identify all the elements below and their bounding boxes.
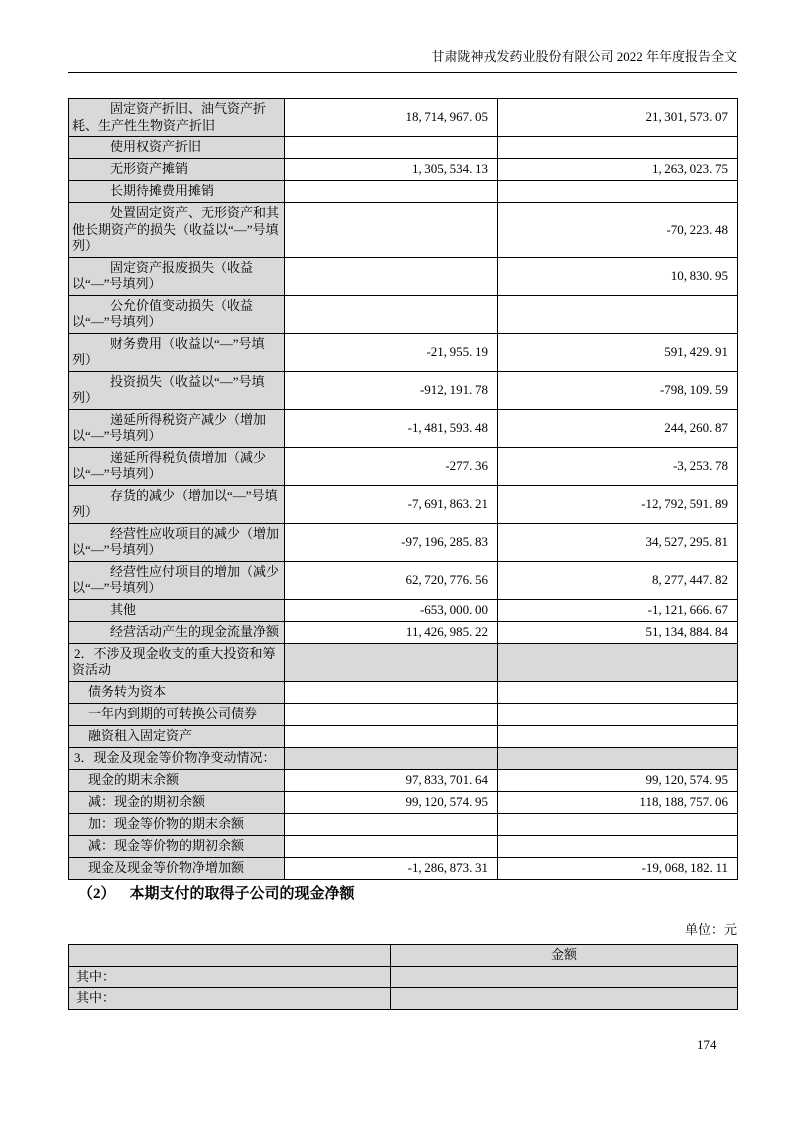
current-period-value — [285, 643, 498, 681]
current-period-value — [285, 181, 498, 203]
table-row — [69, 447, 738, 485]
subsidiary-cash-table — [68, 944, 738, 1010]
table-row — [69, 99, 738, 137]
row-label: 减：现金等价物的期初余额 — [69, 835, 285, 857]
section-number: （2） — [78, 886, 116, 902]
current-period-value: -1, 481, 593. 48 — [285, 409, 498, 447]
prior-period-value: 591, 429. 91 — [498, 333, 738, 371]
table-row — [69, 599, 738, 621]
section-title: 本期支付的取得子公司的现金净额 — [129, 886, 355, 902]
row-label: 现金及现金等价物净增加额 — [69, 857, 285, 879]
current-period-value — [285, 835, 498, 857]
current-period-value — [285, 295, 498, 333]
row-label: 经营性应付项目的增加（减少以“—”号填列） — [69, 561, 285, 599]
amount-value — [391, 988, 738, 1010]
current-period-value: 11, 426, 985. 22 — [285, 621, 498, 643]
prior-period-value: 51, 134, 884. 84 — [498, 621, 738, 643]
row-label: 债务转为资本 — [69, 681, 285, 703]
prior-period-value: -3, 253. 78 — [498, 447, 738, 485]
table-row — [69, 333, 738, 371]
current-period-value — [285, 203, 498, 258]
table-row — [69, 813, 738, 835]
current-period-value: -97, 196, 285. 83 — [285, 523, 498, 561]
prior-period-value: -12, 792, 591. 89 — [498, 485, 738, 523]
table-row — [69, 523, 738, 561]
prior-period-value: 118, 188, 757. 06 — [498, 791, 738, 813]
row-label: 其中： — [69, 988, 391, 1010]
row-label: 3．现金及现金等价物净变动情况： — [69, 747, 285, 769]
table-row — [69, 137, 738, 159]
section-row — [69, 643, 738, 681]
prior-period-value — [498, 725, 738, 747]
row-label: 固定资产报废损失（收益以“—”号填列） — [69, 257, 285, 295]
prior-period-value: 34, 527, 295. 81 — [498, 523, 738, 561]
row-label: 无形资产摊销 — [69, 159, 285, 181]
row-label: 经营活动产生的现金流量净额 — [69, 621, 285, 643]
row-label: 投资损失（收益以“—”号填列） — [69, 371, 285, 409]
current-period-value: -21, 955. 19 — [285, 333, 498, 371]
row-label: 减：现金的期初余额 — [69, 791, 285, 813]
table-row — [69, 703, 738, 725]
running-header — [68, 48, 737, 73]
prior-period-value: 8, 277, 447. 82 — [498, 561, 738, 599]
prior-period-value — [498, 181, 738, 203]
current-period-value — [285, 257, 498, 295]
row-label: 固定资产折旧、油气资产折耗、生产性生物资产折旧 — [69, 99, 285, 137]
row-label: 加：现金等价物的期末余额 — [69, 813, 285, 835]
table-row — [69, 857, 738, 879]
current-period-value: -7, 691, 863. 21 — [285, 485, 498, 523]
table-row — [69, 769, 738, 791]
table-row — [69, 159, 738, 181]
table-row — [69, 966, 738, 988]
unit-label: 单位：元 — [684, 922, 737, 937]
prior-period-value: -1, 121, 666. 67 — [498, 599, 738, 621]
current-period-value — [285, 747, 498, 769]
prior-period-value — [498, 137, 738, 159]
table-row — [69, 561, 738, 599]
current-period-value — [285, 725, 498, 747]
prior-period-value: -19, 068, 182. 11 — [498, 857, 738, 879]
current-period-value — [285, 137, 498, 159]
current-period-value: 97, 833, 701. 64 — [285, 769, 498, 791]
current-period-value — [285, 813, 498, 835]
amount-value — [391, 966, 738, 988]
row-label: 现金的期末余额 — [69, 769, 285, 791]
table-row — [69, 203, 738, 258]
table-row — [69, 295, 738, 333]
current-period-value — [285, 703, 498, 725]
current-period-value: 18, 714, 967. 05 — [285, 99, 498, 137]
row-label: 公允价值变动损失（收益以“—”号填列） — [69, 295, 285, 333]
prior-period-value: 1, 263, 023. 75 — [498, 159, 738, 181]
amount-column-header: 金额 — [391, 945, 738, 967]
prior-period-value — [498, 295, 738, 333]
prior-period-value — [498, 703, 738, 725]
prior-period-value: 21, 301, 573. 07 — [498, 99, 738, 137]
row-label: 长期待摊费用摊销 — [69, 181, 285, 203]
row-label: 存货的减少（增加以“—”号填列） — [69, 485, 285, 523]
prior-period-value: -70, 223. 48 — [498, 203, 738, 258]
table-header-row — [69, 945, 738, 967]
table-row — [69, 621, 738, 643]
prior-period-value: -798, 109. 59 — [498, 371, 738, 409]
prior-period-value — [498, 747, 738, 769]
table-row — [69, 725, 738, 747]
current-period-value — [285, 681, 498, 703]
table-row — [69, 409, 738, 447]
report-title: 甘肃陇神戎发药业股份有限公司 2022 年年度报告全文 — [431, 49, 737, 64]
table-row — [69, 681, 738, 703]
current-period-value: 99, 120, 574. 95 — [285, 791, 498, 813]
prior-period-value: 99, 120, 574. 95 — [498, 769, 738, 791]
prior-period-value: 10, 830. 95 — [498, 257, 738, 295]
table-row — [69, 835, 738, 857]
prior-period-value — [498, 681, 738, 703]
row-label: 财务费用（收益以“—”号填列） — [69, 333, 285, 371]
empty-header-cell — [69, 945, 391, 967]
current-period-value: -912, 191. 78 — [285, 371, 498, 409]
row-label: 2．不涉及现金收支的重大投资和筹资活动 — [69, 643, 285, 681]
row-label: 其他 — [69, 599, 285, 621]
row-label: 其中： — [69, 966, 391, 988]
section-row — [69, 747, 738, 769]
table-row — [69, 257, 738, 295]
row-label: 经营性应收项目的减少（增加以“—”号填列） — [69, 523, 285, 561]
prior-period-value — [498, 643, 738, 681]
table-row — [69, 485, 738, 523]
current-period-value: -653, 000. 00 — [285, 599, 498, 621]
current-period-value: 62, 720, 776. 56 — [285, 561, 498, 599]
row-label: 一年内到期的可转换公司债券 — [69, 703, 285, 725]
current-period-value: -277. 36 — [285, 447, 498, 485]
prior-period-value: 244, 260. 87 — [498, 409, 738, 447]
cash-flow-supplement-table — [68, 98, 738, 880]
row-label: 处置固定资产、无形资产和其他长期资产的损失（收益以“—”号填列） — [69, 203, 285, 258]
prior-period-value — [498, 835, 738, 857]
table-row — [69, 791, 738, 813]
row-label: 递延所得税负债增加（减少以“—”号填列） — [69, 447, 285, 485]
row-label: 融资租入固定资产 — [69, 725, 285, 747]
table-row — [69, 988, 738, 1010]
table-row — [69, 181, 738, 203]
section-heading — [78, 885, 355, 904]
row-label: 递延所得税资产减少（增加以“—”号填列） — [69, 409, 285, 447]
prior-period-value — [498, 813, 738, 835]
current-period-value: 1, 305, 534. 13 — [285, 159, 498, 181]
current-period-value: -1, 286, 873. 31 — [285, 857, 498, 879]
row-label: 使用权资产折旧 — [69, 137, 285, 159]
page-number: 174 — [697, 1037, 717, 1052]
table-row — [69, 371, 738, 409]
